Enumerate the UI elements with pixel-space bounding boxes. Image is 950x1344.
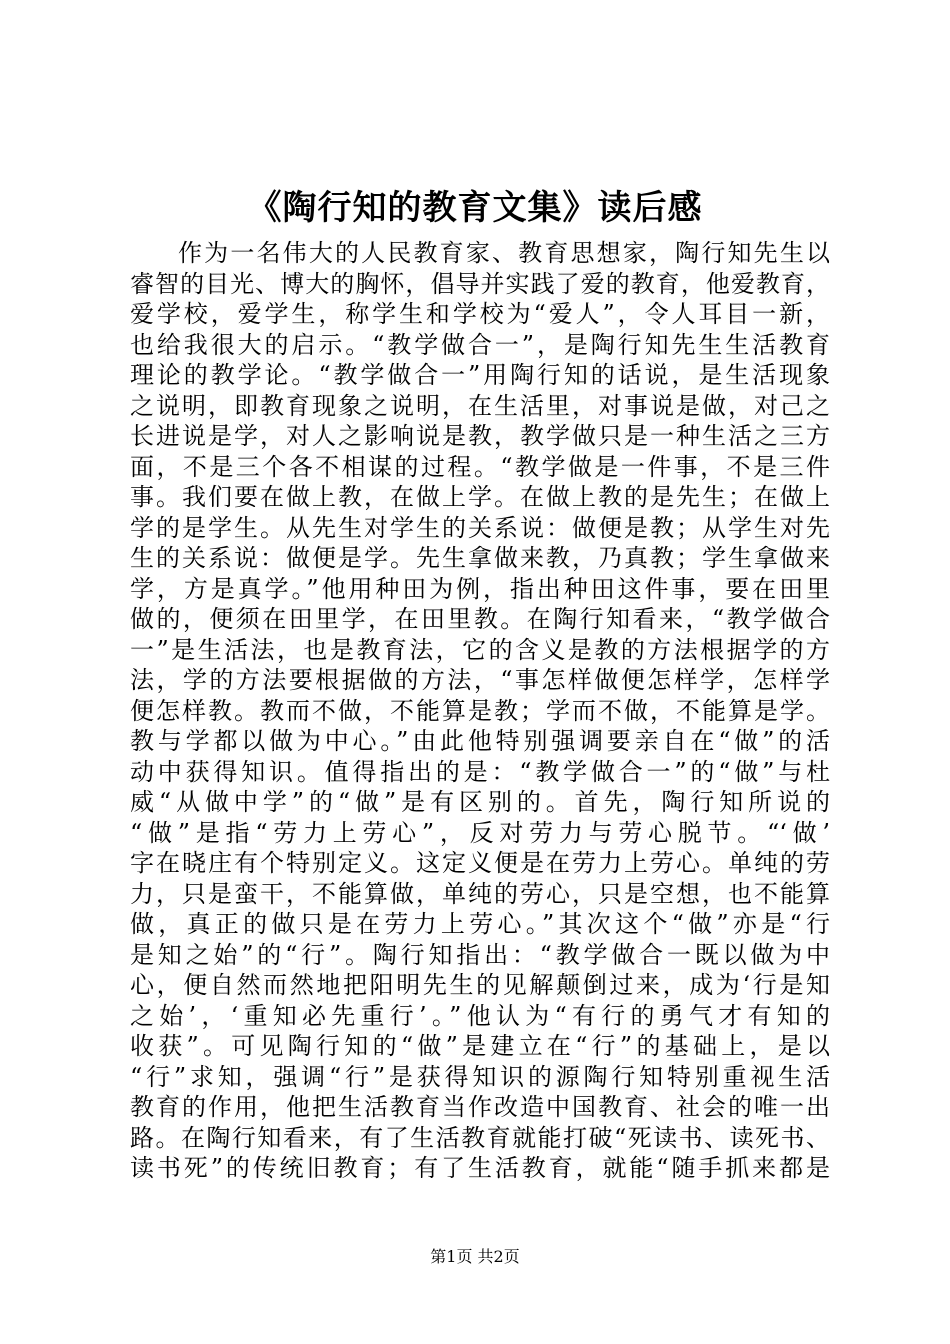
- body-text-line: 学，方是真学。”他用种田为例，指出种田这件事，要在田里: [130, 574, 830, 603]
- body-text-line: 做，真正的做只是在劳力上劳心。”其次这个“做”亦是“行: [130, 910, 830, 938]
- body-text-line: 做的，便须在田里学，在田里教。在陶行知看来，“教学做合: [130, 605, 830, 633]
- body-text-line: 爱学校，爱学生，称学生和学校为“爱人”，令人耳目一新，: [130, 300, 830, 328]
- body-text-line: 法，学的方法要根据做的方法，“事怎样做便怎样学，怎样学: [130, 666, 830, 694]
- body-text-line: 事。我们要在做上教，在做上学。在做上教的是先生；在做上: [130, 483, 830, 511]
- body-text-line: 之始’，‘重知必先重行’。”他认为“有行的勇气才有知的: [130, 1001, 830, 1030]
- body-text-line: 动中获得知识。值得指出的是：“教学做合一”的“做”与杜: [130, 757, 830, 786]
- page-number-footer: 第1页 共2页: [430, 1247, 520, 1266]
- body-text-line: “行”求知，强调“行”是获得知识的源陶行知特别重视生活: [130, 1062, 830, 1091]
- body-text-line: 收获”。可见陶行知的“做”是建立在“行”的基础上，是以: [130, 1032, 830, 1060]
- body-text-line: 教育的作用，他把生活教育当作改造中国教育、社会的唯一出: [130, 1093, 830, 1121]
- body-text-line: 理论的教学论。“教学做合一”用陶行知的话说，是生活现象: [130, 361, 830, 389]
- body-text-line: 便怎样教。教而不做，不能算是教；学而不做，不能算是学。: [130, 696, 830, 725]
- body-text-line: 面，不是三个各不相谋的过程。“教学做是一件事，不是三件: [130, 452, 830, 481]
- body-text-line: 教与学都以做为中心。”由此他特别强调要亲自在“做”的活: [130, 727, 830, 755]
- body-text-line: 一”是生活法，也是教育法，它的含义是教的方法根据学的方: [130, 635, 830, 664]
- body-text-line: 力，只是蛮干，不能算做，单纯的劳心，只是空想，也不能算: [130, 879, 830, 908]
- body-text-line: 长进说是学，对人之影响说是教，教学做只是一种生活之三方: [130, 422, 830, 450]
- document-body: [130, 238, 830, 1184]
- body-text-line: “做”是指“劳力上劳心”，反对劳力与劳心脱节。“‘做’: [130, 818, 830, 847]
- body-text-line: 学的是学生。从先生对学生的关系说：做便是教；从学生对先: [130, 513, 830, 542]
- body-text-line: 是知之始”的“行”。陶行知指出：“教学做合一既以做为中: [130, 940, 830, 969]
- body-text-line: 读书死”的传统旧教育；有了生活教育，就能“随手抓来都是: [130, 1154, 830, 1182]
- body-text-line: 生的关系说：做便是学。先生拿做来教，乃真教；学生拿做来: [130, 544, 830, 572]
- document-title: 《陶行知的教育文集》读后感: [247, 188, 703, 228]
- body-text-line: 之说明，即教育现象之说明，在生活里，对事说是做，对己之: [130, 391, 830, 420]
- body-text-line: 睿智的目光、博大的胸怀，倡导并实践了爱的教育，他爱教育，: [130, 269, 830, 298]
- body-text-line: 作为一名伟大的人民教育家、教育思想家，陶行知先生以: [178, 239, 830, 267]
- body-text-line: 路。在陶行知看来，有了生活教育就能打破“死读书、读死书、: [130, 1123, 830, 1152]
- body-text-line: 心，便自然而然地把阳明先生的见解颠倒过来，成为‘行是知: [130, 971, 830, 999]
- body-text-line: 也给我很大的启示。“教学做合一”，是陶行知先生生活教育: [130, 330, 830, 359]
- body-text-line: 字在晓庄有个特别定义。这定义便是在劳力上劳心。单纯的劳: [130, 849, 830, 877]
- body-text-line: 威“从做中学”的“做”是有区别的。首先，陶行知所说的: [130, 788, 830, 816]
